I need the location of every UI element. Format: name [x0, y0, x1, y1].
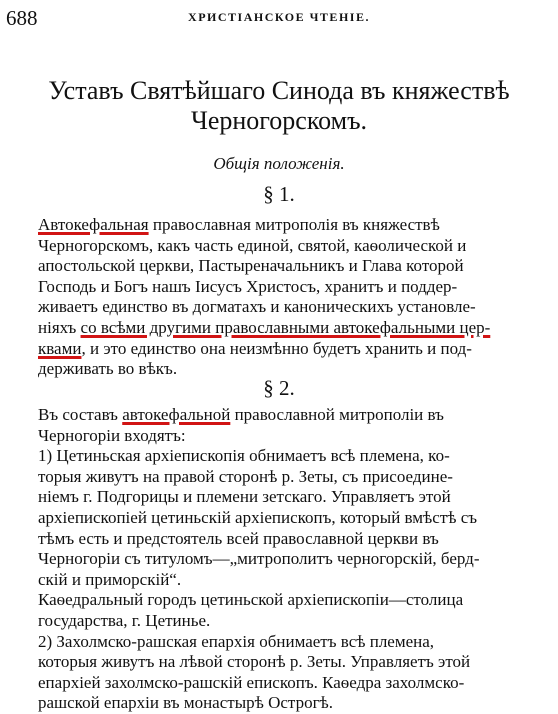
text-run: тѣмъ есть и предстоятель всей православной церкви въ	[38, 528, 439, 548]
section-2-text	[38, 405, 543, 714]
text-run: Черногорскомъ, какъ часть единой, святой, каѳолической и	[38, 235, 467, 255]
highlighted-phrase: квами	[38, 338, 82, 358]
highlighted-phrase: Автокефальная	[38, 215, 149, 234]
text-line	[38, 426, 543, 447]
text-line	[38, 215, 543, 236]
text-line	[38, 549, 543, 570]
text-run: ніяхъ	[38, 317, 81, 337]
text-run: православная митрополія въ княжествѣ	[148, 215, 440, 234]
text-line	[38, 297, 543, 318]
page-number: 688	[6, 6, 38, 30]
section-2-mark: § 2.	[263, 376, 295, 400]
text-run: Въ составъ	[38, 405, 123, 424]
text-line	[38, 508, 543, 529]
page-header	[0, 0, 558, 38]
text-run: государства, г. Цетинье.	[38, 610, 211, 630]
text-run: Черногоріи входятъ:	[38, 425, 186, 445]
text-run: которыя живутъ на лѣвой сторонѣ р. Зеты. Управляетъ этой	[38, 652, 471, 672]
text-run: живаетъ единство въ догматахъ и каноническихъ установле-	[38, 297, 476, 317]
text-run: Черногоріи съ титуломъ—„митрополитъ черногорскій, берд-	[38, 549, 480, 569]
text-run: держивать во вѣкъ.	[38, 359, 178, 379]
text-run: Каѳедральный городъ цетиньской архіепископіи—столица	[38, 590, 464, 610]
text-run: архіепископіей цетиньскій архіепископъ, который вмѣстѣ съ	[38, 507, 478, 527]
text-line	[38, 673, 543, 694]
text-run: православной митрополіи въ	[230, 405, 444, 424]
section-1-mark: § 1.	[263, 182, 295, 206]
text-run: епархіей захолмско-рашскій епископъ. Каѳедра захолмско-	[38, 672, 465, 692]
text-line	[38, 236, 543, 257]
document-title: Уставъ Святѣйшаго Синода въ княжествѣ Черногорскомъ.	[48, 76, 510, 135]
highlighted-phrase: со всѣми другими православными автокефальными цер-	[80, 317, 491, 337]
text-run: Господь и Богъ нашъ Іисусъ Христосъ, хранитъ и поддер-	[38, 276, 458, 296]
text-line	[38, 339, 543, 360]
text-run: ніемъ г. Подгорицы и племени зетскаго. Управляетъ этой	[38, 487, 451, 507]
text-run: торыя живутъ на правой сторонѣ р. Зеты, съ присоедине-	[38, 466, 453, 486]
document-subtitle: Общія положенія.	[213, 154, 345, 173]
running-head: ХРИСТІАНСКОЕ ЧТЕНІЕ.	[188, 10, 370, 24]
text-run: апостольской церкви, Пастыреначальникъ и Глава которой	[38, 256, 464, 276]
text-line	[38, 487, 543, 508]
text-line	[38, 405, 543, 426]
text-line	[38, 652, 543, 673]
text-run: , и это единство она неизмѣнно будетъ хранить и под-	[81, 338, 472, 358]
text-run: 1) Цетиньская архіепископія обнимаетъ всѣ племена, ко-	[38, 446, 450, 466]
highlighted-phrase: автокефальной	[122, 405, 231, 424]
text-line	[38, 611, 543, 632]
text-line	[38, 632, 543, 653]
text-line	[38, 256, 543, 277]
text-line	[38, 277, 543, 298]
text-line	[38, 318, 543, 339]
text-run: рашской епархіи въ монастырѣ Острогѣ.	[38, 693, 334, 713]
section-1-text	[38, 215, 543, 380]
text-line	[38, 570, 543, 591]
text-line	[38, 693, 543, 714]
text-line	[38, 446, 543, 467]
text-run: скій и приморскій“.	[38, 569, 182, 589]
text-run: 2) Захолмско-рашская епархія обнимаетъ всѣ племена,	[38, 631, 435, 651]
text-line	[38, 590, 543, 611]
text-line	[38, 529, 543, 550]
text-line	[38, 467, 543, 488]
